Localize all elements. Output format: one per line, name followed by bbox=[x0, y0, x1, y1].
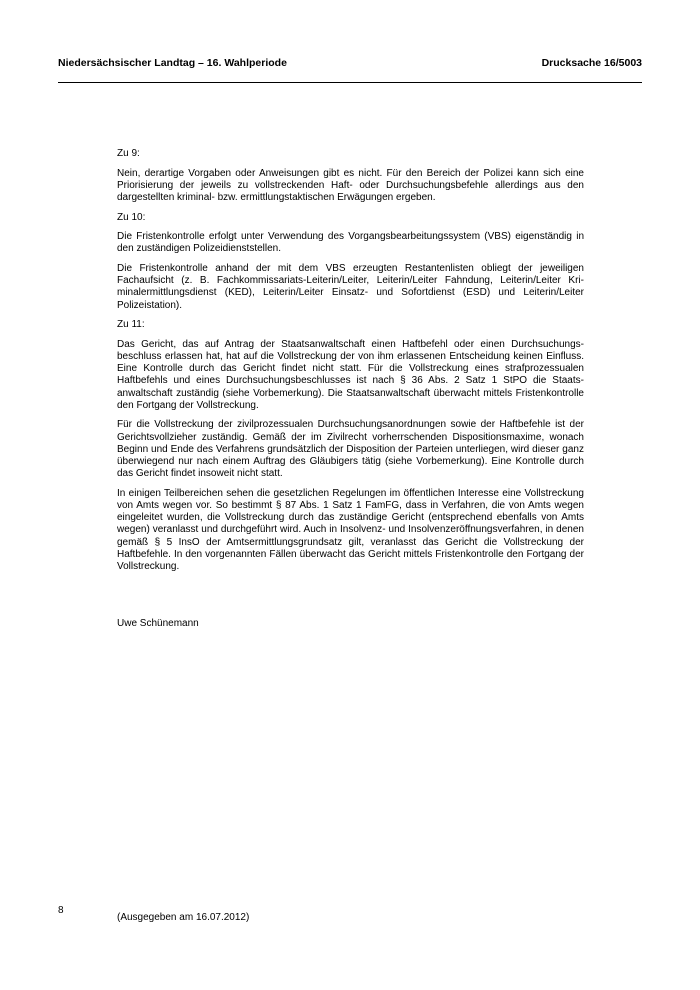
signature-name: Uwe Schünemann bbox=[117, 618, 199, 629]
section-heading-11: Zu 11: bbox=[117, 319, 145, 331]
paragraph-9-1: Nein, derartige Vorgaben oder Anweisungen gibt es nicht. Für den Bereich der Polizei kann sich eine Priorisierung der jeweils zu vollstreckenden Haft- oder Durchsuchungsbefehle allerdings aus den dargestellten kriminal- bzw. ermittlungstaktischen Erwägungen ergeben. bbox=[117, 167, 584, 203]
section-heading-10: Zu 10: bbox=[117, 211, 146, 223]
document-body bbox=[117, 148, 584, 581]
parliament-title: Niedersächsischer Landtag – 16. Wahlperiode bbox=[58, 57, 287, 69]
header-divider bbox=[58, 82, 642, 83]
paragraph-11-3: In einigen Teilbereichen sehen die gesetzlichen Regelungen im öffentlichen Interesse eine Vollstreckung von Amts wegen vor. So bestimmt § 87 Abs. 1 Satz 1 FamFG, dass in Verfahren, die von Amts wegen eingeleitet wurden, die Vollstreckung durch das zuständige Gericht (entsprechend ebenfalls von Amts wegen) veranlasst und durchgeführt wird. Auch in Insolvenz- und Insolvenzeröffnungsverfahren, in denen gemäß § 5 InsO der Amtsermittlungsgrundsatz gilt, veranlasst das Gericht die Vollstreckung der Haftbefehle. In den vorgenannten Fällen überwacht das Gericht mittels Fristenkontrolle den Fortgang der Vollstreckung. bbox=[117, 487, 584, 573]
paragraph-10-1: Die Fristenkontrolle erfolgt unter Verwendung des Vorgangsbearbeitungssystem (VBS) eigenständig in den zuständigen Polizeidienststellen. bbox=[117, 231, 584, 255]
paragraph-11-1: Das Gericht, das auf Antrag der Staatsanwaltschaft einen Haftbefehl oder einen Durchsuchungsbeschluss erlassen hat, hat auf die Vollstreckung der von ihm erlassenen Entscheidung keinen Einfluss. Eine Kontrolle durch das Gericht findet nicht statt. Für die Vollstreckung eines strafprozessualen Haftbefehls und eines Durchsuchungsbeschlusses ist nach § 36 Abs. 2 Satz 1 StPO die Staatsanwaltschaft zuständig (siehe Vorbemerkung). Die Staatsanwaltschaft überwacht mittels Fristenkontrolle den Fortgang der Vollstreckung. bbox=[117, 338, 584, 411]
paragraph-10-2: Die Fristenkontrolle anhand der mit dem VBS erzeugten Restantenlisten obliegt der jeweiligen Fachaufsicht (z. B. Fachkommissariats-Leiterin/Leiter, Leiterin/Leiter Fahndung, Leiterin/Leiter Kriminalermittlungsdienst (KED), Leiterin/Leiter Einsatz- und Sofortdienst (ESD) und Leiterin/Leiter Polizeistation). bbox=[117, 262, 584, 311]
page-number: 8 bbox=[58, 905, 64, 916]
issue-date-note: (Ausgegeben am 16.07.2012) bbox=[117, 912, 250, 923]
paragraph-11-2: Für die Vollstreckung der zivilprozessualen Durchsuchungsanordnungen sowie der Haftbefehle ist der Gerichtsvollzieher zuständig. Gemäß der im Zivilrecht vorherrschenden Dispositionsmaxime, wonach Beginn und Ende des Verfahrens grundsätzlich der Disposition der Parteien unterliegen, wird dieser ganz überwiegend nur nach einem Auftrag des Gläubigers tätig (siehe Vorbemerkung). Eine Kontrolle durch das Gericht findet insoweit nicht statt. bbox=[117, 419, 584, 480]
document-number: Drucksache 16/5003 bbox=[541, 57, 642, 69]
section-heading-9: Zu 9: bbox=[117, 148, 140, 159]
